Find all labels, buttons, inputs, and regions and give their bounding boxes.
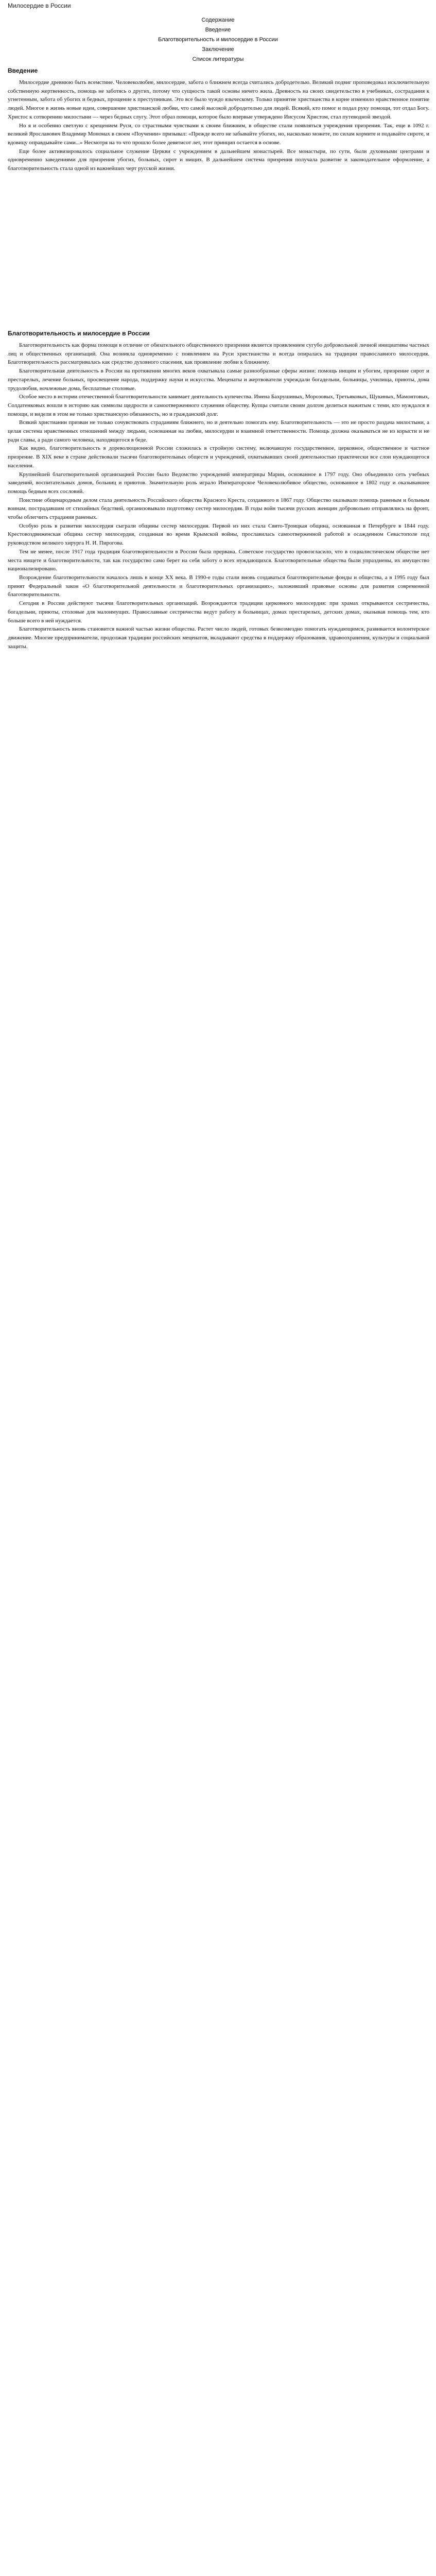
main-section <box>8 341 429 651</box>
paragraph: Особое место в истории отечественной благотворительности занимает деятельность купечества. Имена Бахрушиных, Морозовых, Третьяковых, Щукиных, Мамонтовых, Солдатенковых вошли в историю как символы щедрости и самоотверженного служения обществу. Купцы считали своим долгом делиться нажитым с теми, кто нуждался в помощи, и видели в этом не только христианскую обязанность, но и гражданский долг. <box>8 394 429 417</box>
main-heading: Благотворительность и милосердие в России <box>8 330 150 337</box>
paragraph: Возрождение благотворительности началось лишь в конце XX века. В 1990-е годы стали вновь создаваться благотворительные фонды и общества, а в 1995 году был принят Федеральный закон «О благотворительной деятельности и благотворительных организациях», заложивший правовые основы для развития современной благотворительности. <box>8 574 429 598</box>
paragraph: Особую роль в развитии милосердия сыграли общины сестер милосердия. Первой из них стала Свято-Троицкая община, основанная в Петербурге в 1844 году. Крестовоздвиженская община сестер милосердия, созданная во время Крымской войны, прославилась самоотверженной работой в осажденном Севастополе под руководством великого хирурга Н. И. Пирогова. <box>8 522 429 547</box>
toc-item: Список литературы <box>192 56 244 62</box>
paragraph: Всякий христианин призван не только сочувствовать страданиям ближнего, но и деятельно помогать ему. Благотворительность — это не просто раздача милостыни, а целая система нравственных отношений между людьми, основанная на любви, милосердии и взаимной ответственности. Помощь должна оказываться не из корысти и не ради славы, а ради самого человека, находящегося в беде. <box>8 419 429 443</box>
paragraph: Милосердие древнюю быть всемстине. Человеколюбие, милосердие, забота о ближнем всегда считались добродетелью. Великий подвиг проповедовал исключительную собственную жертвенность, помощь не заботясь о других, потому что сущность такой основы ничего жила. Древность на своих свидетельство в учебниках, сострадания к угнетенным, забота об убогих и бедных, прощение к преступникам. Это все было чуждо языческому. Только принятие христианства в корне изменило нравственное понятие людей. Многое в жизнь новые идеи, совершение христианской любви, что самой высокой добродетелью для людей. Всякий, кто помог и подал руку помощи, тот отдал Богу. Христос к сотворению милостыни — через бедных слугу. Этот образ помощи, которое было впервые утверждено Иисусом Христом, стал путеводной звездой. <box>8 79 429 120</box>
paragraph: Поистине общенародным делом стала деятельность Российского общества Красного Креста, созданного в 1867 году. Общество оказывало помощь раненым и больным воинам, пострадавшим от стихийных бедствий, организовывало подготовку сестер милосердия. В годы войн тысячи русских женщин добровольно отправлялись на фронт, чтобы облегчить страдания раненых. <box>8 497 429 521</box>
toc-item: Введение <box>205 27 231 33</box>
paragraph: Но я и особенно светлую с крещением Руси, со страстными чувствами к своим ближним, в обществе стали появляться учреждения призрения. Так, еще в 1092 г. великий Ярославович Владимир Мономах в своем «Поучении» призывал: «Прежде всего не забывайте убогих, но, насколько можете, по силам кормите и подавайте сироте, и вдовицу оправдывайте сами...» Несмотря на то что прошло более девятисот лет, этот принцип остается в основе. <box>8 122 429 146</box>
paragraph: Сегодня в России действуют тысячи благотворительных организаций. Возрождаются традиции церковного милосердия: при храмах открываются сестричества, богадельни, приюты, столовые для малоимущих. Православные сестричества ведут работу в больницах, домах престарелых, детских домах, оказывая помощь тем, кто больше всего в ней нуждается. <box>8 600 429 624</box>
paragraph: Благотворительность как форма помощи в отличие от обязательного общественного призрения является проявлением сугубо добровольной личной инициативы частных лиц и общественных организаций. Она возникла одновременно с появлением на Руси христианства и всегда опиралась на традиции православного милосердия. Благотворительность рассматривалась как средство духовного спасения, как проявление любви к ближнему. <box>8 342 429 366</box>
table-of-contents <box>0 15 436 64</box>
toc-item: Содержание <box>201 17 235 23</box>
paragraph: Благотворительность вновь становится важной частью жизни общества. Растет число людей, готовых безвозмездно помогать нуждающимся, развивается волонтерское движение. Многие предприниматели, продолжая традиции российских меценатов, вкладывают средства в поддержку образования, здравоохранения, культуры и социальной защиты. <box>8 626 429 650</box>
paragraph: Как видно, благотворительность в дореволюционной России сложилась в стройную систему, включавшую государственное, церковное, общественное и частное призрение. В XIX веке в стране действовали тысячи благотворительных обществ и учреждений, охватывавших своей деятельностью практически все слои нуждающегося населения. <box>8 445 429 469</box>
document-title: Милосердие в России <box>8 2 71 9</box>
paragraph: Тем не менее, после 1917 года традиция благотворительности в России была прервана. Советское государство провозгласило, что в социалистическом обществе нет места нищете и благотворительности, так как государство само берет на себя заботу о всех нуждающихся. Благотворительные общества были упразднены, их имущество национализировано. <box>8 548 429 572</box>
paragraph: Крупнейшей благотворительной организацией России было Ведомство учреждений императрицы Марии, основанное в 1797 году. Оно объединяло сеть учебных заведений, воспитательных домов, больниц и приютов. Значительную роль играло Императорское Человеколюбивое общество, основанное в 1802 году и оказывавшее помощь бедным всех сословий. <box>8 471 429 495</box>
intro-heading: Введение <box>8 67 38 74</box>
intro-section <box>8 78 429 173</box>
paragraph: Благотворительная деятельность в России на протяжении многих веков охватывала самые разнообразные сферы жизни: помощь нищим и убогим, призрение сирот и престарелых, лечение больных, просвещение народа, поддержку науки и искусства. Меценаты и жертвователи учреждали богадельни, больницы, училища, приюты, дома трудолюбия, ночлежные дома, бесплатные столовые. <box>8 368 429 392</box>
toc-item: Благотворительность и милосердие в России <box>158 37 278 43</box>
toc-item: Заключение <box>202 46 234 53</box>
paragraph: Еще более активизировалось социальное служение Церкви с учреждением в дальнейшем монастырей. Все монастыри, по сути, были духовными центрами и одновременно заведениями для призрения убогих, больных, сирот и нищих. В дальнейшем система призрения получала развитие и законодательное оформление, а благотворительность стала одной из важнейших черт русской жизни. <box>8 148 429 172</box>
